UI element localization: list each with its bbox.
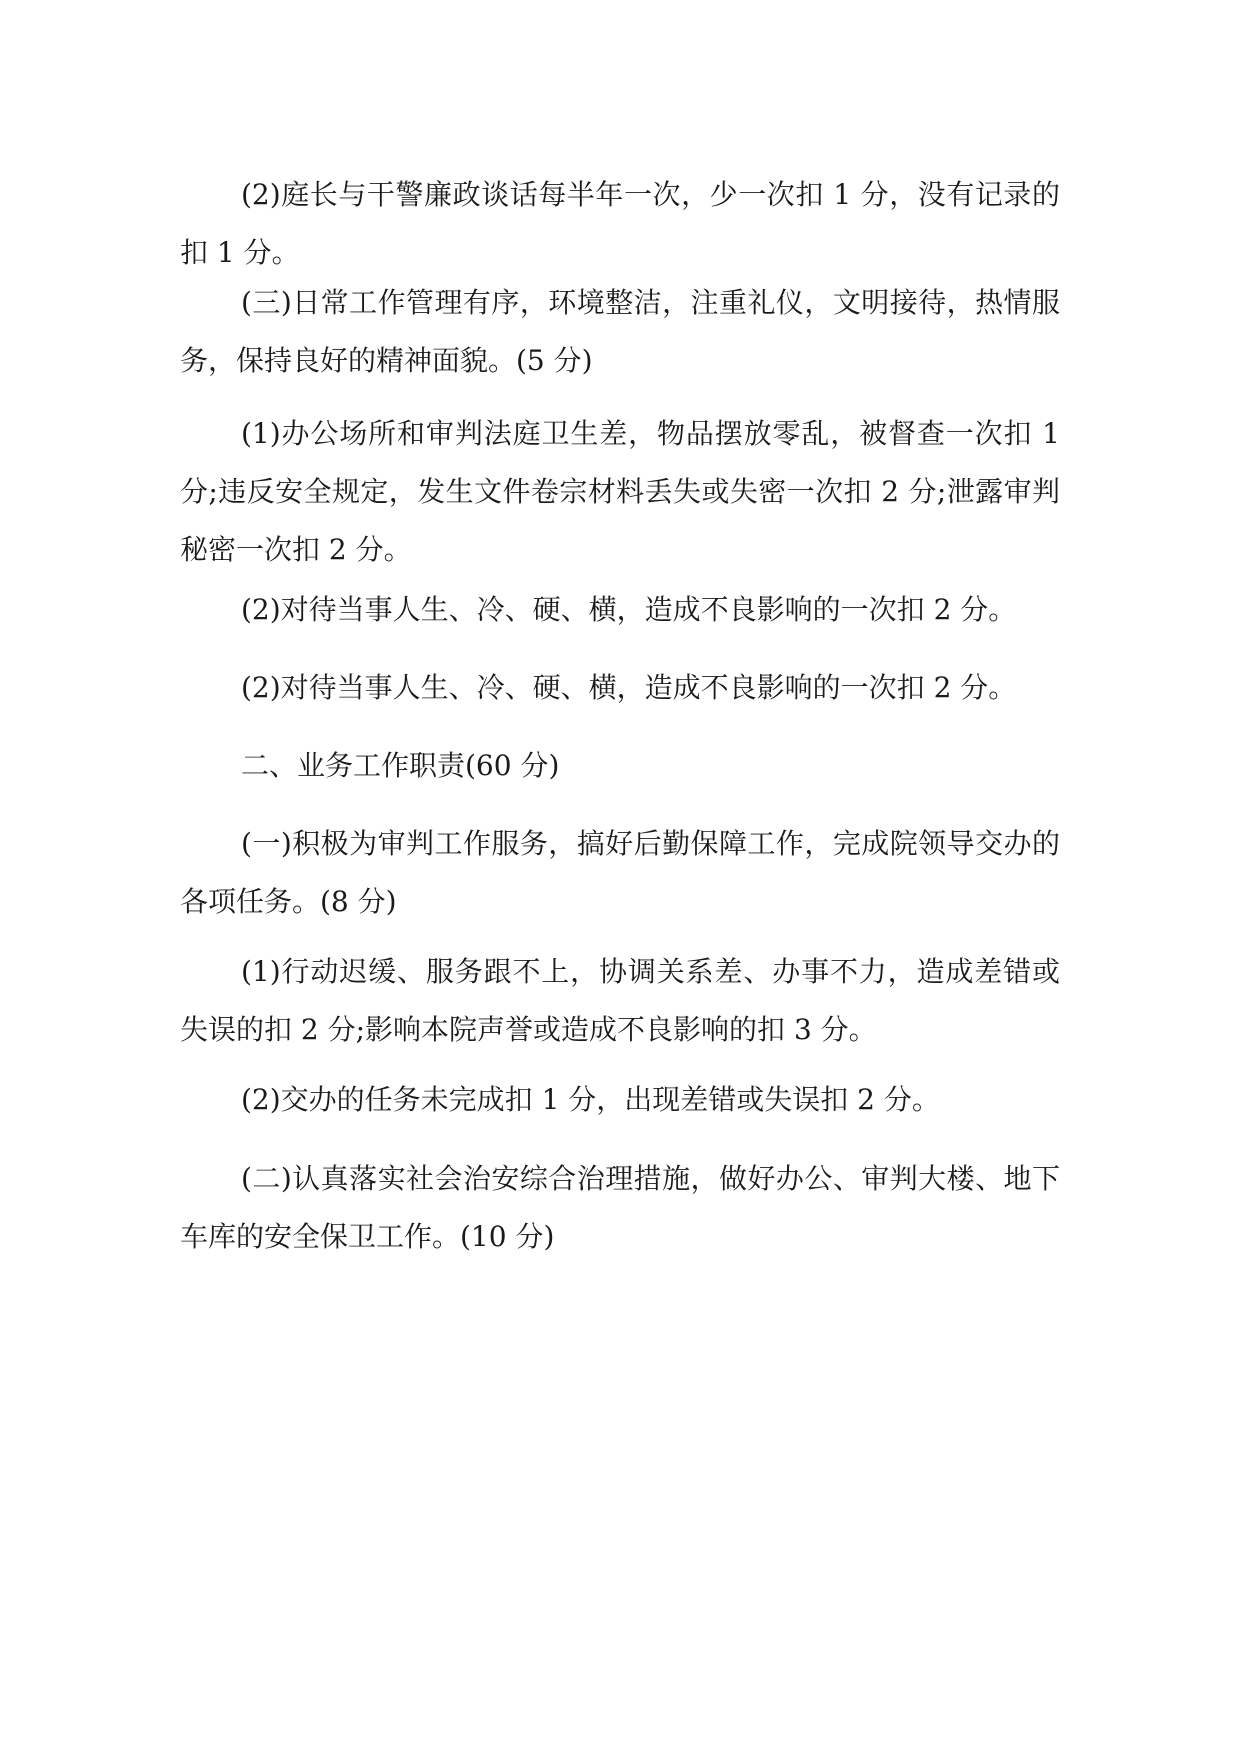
paragraph: (2)对待当事人生、冷、硬、横，造成不良影响的一次扣 2 分。 <box>241 671 1017 704</box>
paragraph: (2)庭长与干警廉政谈话每半年一次，少一次扣 1 分，没有记录的扣 1 分。 <box>180 178 1060 269</box>
section-heading: (三)日常工作管理有序，环境整洁，注重礼仪，文明接待，热情服务，保持良好的精神面貌。(5 分) <box>180 286 1060 377</box>
paragraph: (2)对待当事人生、冷、硬、横，造成不良影响的一次扣 2 分。 <box>241 593 1017 626</box>
section-heading: 二、业务工作职责(60 分) <box>241 749 560 782</box>
paragraph: (1)办公场所和审判法庭卫生差，物品摆放零乱，被督查一次扣 1 分;违反安全规定，发生文件卷宗材料丢失或失密一次扣 2 分;泄露审判秘密一次扣 2 分。 <box>180 417 1060 566</box>
section-heading: (一)积极为审判工作服务，搞好后勤保障工作，完成院领导交办的各项任务。(8 分) <box>180 827 1060 918</box>
paragraph: (2)交办的任务未完成扣 1 分，出现差错或失误扣 2 分。 <box>241 1083 940 1116</box>
section-heading: (二)认真落实社会治安综合治理措施，做好办公、审判大楼、地下车库的安全保卫工作。(10 分) <box>180 1162 1060 1253</box>
paragraph: (1)行动迟缓、服务跟不上，协调关系差、办事不力，造成差错或失误的扣 2 分;影响本院声誉或造成不良影响的扣 3 分。 <box>180 955 1060 1046</box>
